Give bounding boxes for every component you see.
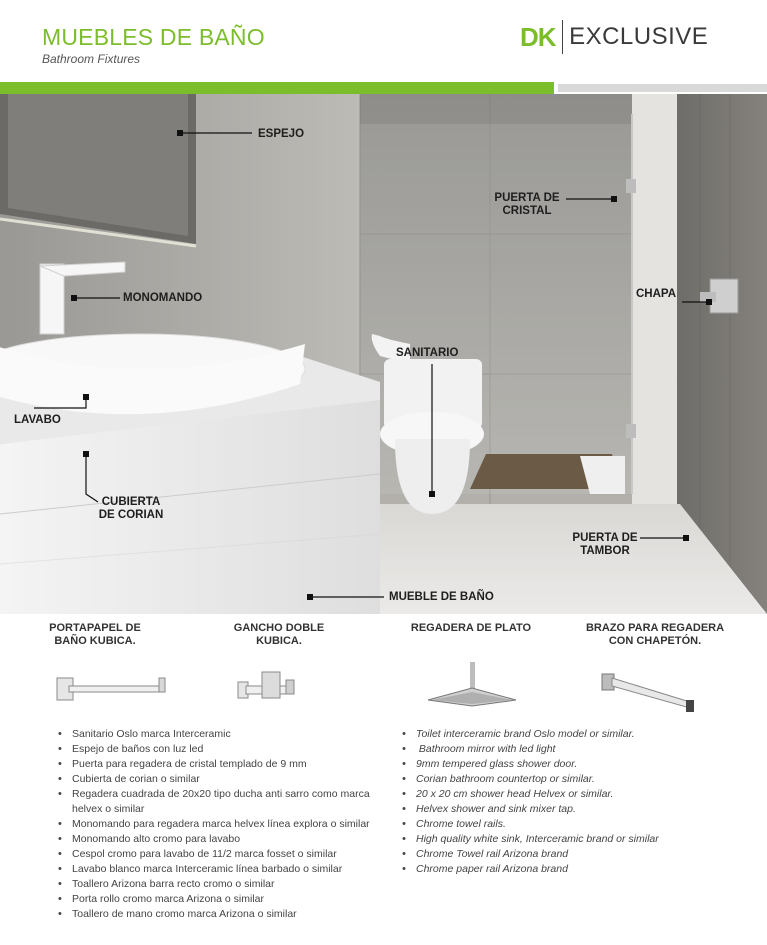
list-item: • Cespol cromo para lavabo de 11/2 marca fosset o similar [56, 847, 386, 862]
bathroom-illustration [0, 94, 767, 614]
label-cubierta-line1: CUBIERTA [101, 496, 161, 508]
accent-stripe [0, 82, 554, 94]
label-monomando: MONOMANDO [123, 292, 203, 304]
specs-spanish-list [56, 727, 386, 922]
page-title: MUEBLES DE BAÑO [42, 24, 265, 50]
brand-exclusive: EXCLUSIVE [569, 23, 709, 50]
product-brazo [570, 622, 740, 648]
label-puerta-cristal-line1: PUERTA DE [494, 192, 560, 204]
list-item: • Chrome paper rail Arizona brand [400, 862, 720, 877]
product-gancho-line2: KUBICA. [256, 635, 302, 647]
label-cubierta-line2: DE CORIAN [98, 509, 164, 521]
label-puerta-tambor-line1: PUERTA DE [572, 532, 638, 544]
product-portapapel-line2: BAÑO KUBICA. [54, 635, 136, 647]
label-puerta-tambor-line2: TAMBOR [580, 545, 630, 557]
list-item: • 20 x 20 cm shower head Helvex or similar. [400, 787, 720, 802]
page-subtitle: Bathroom Fixtures [42, 52, 141, 66]
bathroom-photo [0, 94, 767, 614]
product-gancho [194, 622, 364, 648]
label-lavabo: LAVABO [14, 414, 61, 426]
brand-logo [520, 18, 708, 56]
list-item: • Monomando para regadera marca helvex línea explora o similar [56, 817, 386, 832]
list-item: • Chrome towel rails. [400, 817, 720, 832]
paper-holder-image [55, 672, 170, 704]
product-portapapel [10, 622, 180, 648]
list-item-text: Regadera cuadrada de 20x20 tipo ducha anti sarro como marca [72, 788, 370, 800]
list-item: • 9mm tempered glass shower door. [400, 757, 720, 772]
list-item: • Toallero Arizona barra recto cromo o similar [56, 877, 386, 892]
list-item: • Lavabo blanco marca Interceramic línea barbado o similar [56, 862, 386, 877]
product-gancho-line1: GANCHO DOBLE [233, 622, 325, 634]
label-mueble: MUEBLE DE BAÑO [389, 591, 494, 603]
product-portapapel-line1: PORTAPAPEL DE [49, 622, 141, 634]
label-puerta-cristal [492, 192, 562, 218]
list-item: • Monomando alto cromo para lavabo [56, 832, 386, 847]
list-item: • Corian bathroom countertop or similar. [400, 772, 720, 787]
brand-dk: DK [520, 21, 556, 52]
list-item: • Porta rollo cromo marca Arizona o similar [56, 892, 386, 907]
label-puerta-cristal-line2: CRISTAL [502, 205, 552, 217]
product-brazo-line1: BRAZO PARA REGADERA [585, 622, 725, 634]
product-regadera [386, 622, 556, 635]
page-header [0, 0, 767, 82]
brand-divider [562, 20, 564, 54]
label-puerta-tambor [566, 532, 644, 558]
label-espejo: ESPEJO [258, 128, 305, 140]
label-chapa: CHAPA [636, 288, 677, 300]
list-item-wrap: helvex o similar [72, 803, 145, 815]
list-item: • Chrome Towel rail Arizona brand [400, 847, 720, 862]
grey-stripe [558, 84, 767, 92]
list-item: • Cubierta de corian o similar [56, 772, 386, 787]
product-brazo-line2: CON CHAPETÓN. [608, 635, 702, 647]
list-item: • Bathroom mirror with led light [400, 742, 720, 757]
label-sanitario: SANITARIO [396, 347, 459, 359]
double-hook-image [236, 668, 300, 702]
list-item: • Toilet interceramic brand Oslo model or similar. [400, 727, 720, 742]
list-item: • Toallero de mano cromo marca Arizona o similar [56, 907, 386, 922]
list-item: • Espejo de baños con luz led [56, 742, 386, 757]
shower-head-image [424, 662, 520, 708]
list-item: • Helvex shower and sink mixer tap. [400, 802, 720, 817]
shower-arm-image [600, 668, 700, 714]
list-item: • Puerta para regadera de cristal templado de 9 mm [56, 757, 386, 772]
specs-english-list [400, 727, 720, 877]
list-item: • Sanitario Oslo marca Interceramic [56, 727, 386, 742]
label-cubierta [95, 496, 167, 522]
list-item: • High quality white sink, Interceramic brand or similar [400, 832, 720, 847]
product-regadera-line1: REGADERA DE PLATO [410, 622, 532, 634]
list-item [56, 787, 386, 817]
